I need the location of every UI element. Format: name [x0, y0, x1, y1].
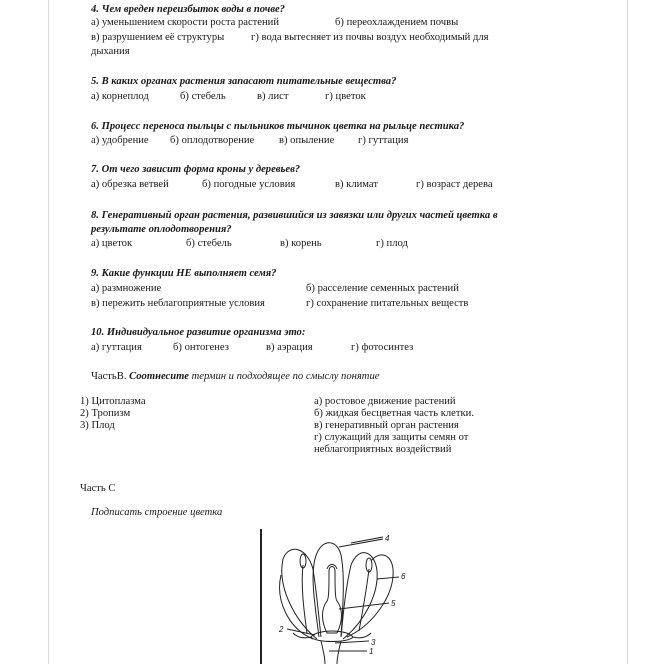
flower-structure-diagram [255, 525, 415, 664]
question-5-option: а) корнеплод [91, 91, 149, 102]
question-10-option: г) фотосинтез [351, 342, 414, 353]
petal-far-left [280, 575, 313, 639]
question-10-option: а) гуттация [91, 342, 142, 353]
leader-line [287, 629, 315, 635]
question-7-option: б) погодные условия [202, 179, 296, 190]
label-2: 2 [279, 625, 284, 634]
question-6-title: 6. Процесс переноса пыльцы с пыльников тычинок цветка на рыльце пестика? [91, 121, 465, 132]
term-item: 2) Тропизм [80, 408, 131, 419]
question-5-title: 5. В каких органах растения запасают питательные вещества? [91, 76, 397, 87]
question-5-option: б) стебель [180, 91, 226, 102]
page-margin-line [48, 0, 49, 664]
question-4-title: 4. Чем вреден переизбыток воды в почве? [91, 4, 285, 15]
term-item: 1) Цитоплазма [80, 396, 146, 407]
question-8-option: б) стебель [186, 238, 232, 249]
stamen-filament [302, 565, 307, 633]
part-c-task: Подписать строение цветка [91, 507, 223, 518]
question-6-option: г) гуттация [358, 135, 409, 146]
question-4-option: б) переохлаждением почвы [335, 17, 459, 28]
question-8-title: 8. Генеративный орган растения, развившийся из завязки или других частей цветка в [91, 210, 498, 221]
question-4-option: г) вода вытесняет из почвы воздух необходимый для [251, 32, 489, 43]
question-6-option: б) оплодотворение [170, 135, 255, 146]
part-c-heading: Часть С [80, 483, 116, 494]
question-7-option: г) возраст дерева [416, 179, 493, 190]
leader-line [377, 577, 399, 579]
petal-far-right [347, 555, 393, 637]
question-5-option: г) цветок [325, 91, 366, 102]
question-10-option: в) аэрация [266, 342, 313, 353]
question-10-option: б) онтогенез [173, 342, 229, 353]
definition-item: г) служащий для защиты семян от [314, 432, 469, 443]
petal-left [282, 549, 321, 639]
question-9-option: г) сохранение питательных веществ [306, 298, 469, 309]
label-1: 1 [369, 647, 374, 656]
part-b-verb: Соотнесите [129, 371, 189, 382]
question-6-option: в) опыление [279, 135, 335, 146]
question-7-option: а) обрезка ветвей [91, 179, 169, 190]
pistil [323, 567, 342, 634]
page-margin-line [627, 0, 628, 664]
definition-item: в) генеративный орган растения [314, 420, 459, 431]
question-5-option: в) лист [257, 91, 289, 102]
question-8-option: г) плод [376, 238, 408, 249]
pedicel [321, 641, 325, 664]
label-3: 3 [371, 638, 376, 647]
definition-item: б) жидкая бесцветная часть клетки. [314, 408, 474, 419]
question-7-option: в) климат [335, 179, 378, 190]
label-5: 5 [391, 599, 396, 608]
part-b-label: ЧастьВ. [91, 371, 127, 382]
definition-item: а) ростовое движение растений [314, 396, 456, 407]
pedicel [337, 641, 341, 664]
part-b-instruction: термин и подходящее по смыслу понятие [191, 371, 380, 382]
question-4-option: в) разрушением её структуры [91, 32, 225, 43]
question-8-title-cont: результате оплодотворения? [91, 224, 232, 235]
label-6: 6 [401, 572, 406, 581]
question-4-option: а) уменьшением скорости роста растений [91, 17, 280, 28]
leader-line [339, 539, 383, 547]
question-6-option: а) удобрение [91, 135, 149, 146]
sepal-right [353, 633, 371, 638]
definition-item-cont: неблагоприятных воздействий [314, 444, 452, 455]
term-item: 3) Плод [80, 420, 115, 431]
question-9-title: 9. Какие функции НЕ выполняет семя? [91, 268, 277, 279]
question-10-title: 10. Индивидуальное развитие организма это: [91, 327, 306, 338]
label-4: 4 [385, 534, 390, 543]
part-b-heading [91, 370, 379, 383]
question-8-option: а) цветок [91, 238, 133, 249]
question-9-option: в) пережить неблагоприятные условия [91, 298, 265, 309]
question-7-title: 7. От чего зависит форма кроны у деревьев? [91, 164, 301, 175]
question-4-option-cont: дыхания [91, 46, 130, 57]
question-9-option: б) расселение семенных растений [306, 283, 459, 294]
question-9-option: а) размножение [91, 283, 162, 294]
stamen-filament [359, 569, 369, 631]
question-8-option: в) корень [280, 238, 322, 249]
